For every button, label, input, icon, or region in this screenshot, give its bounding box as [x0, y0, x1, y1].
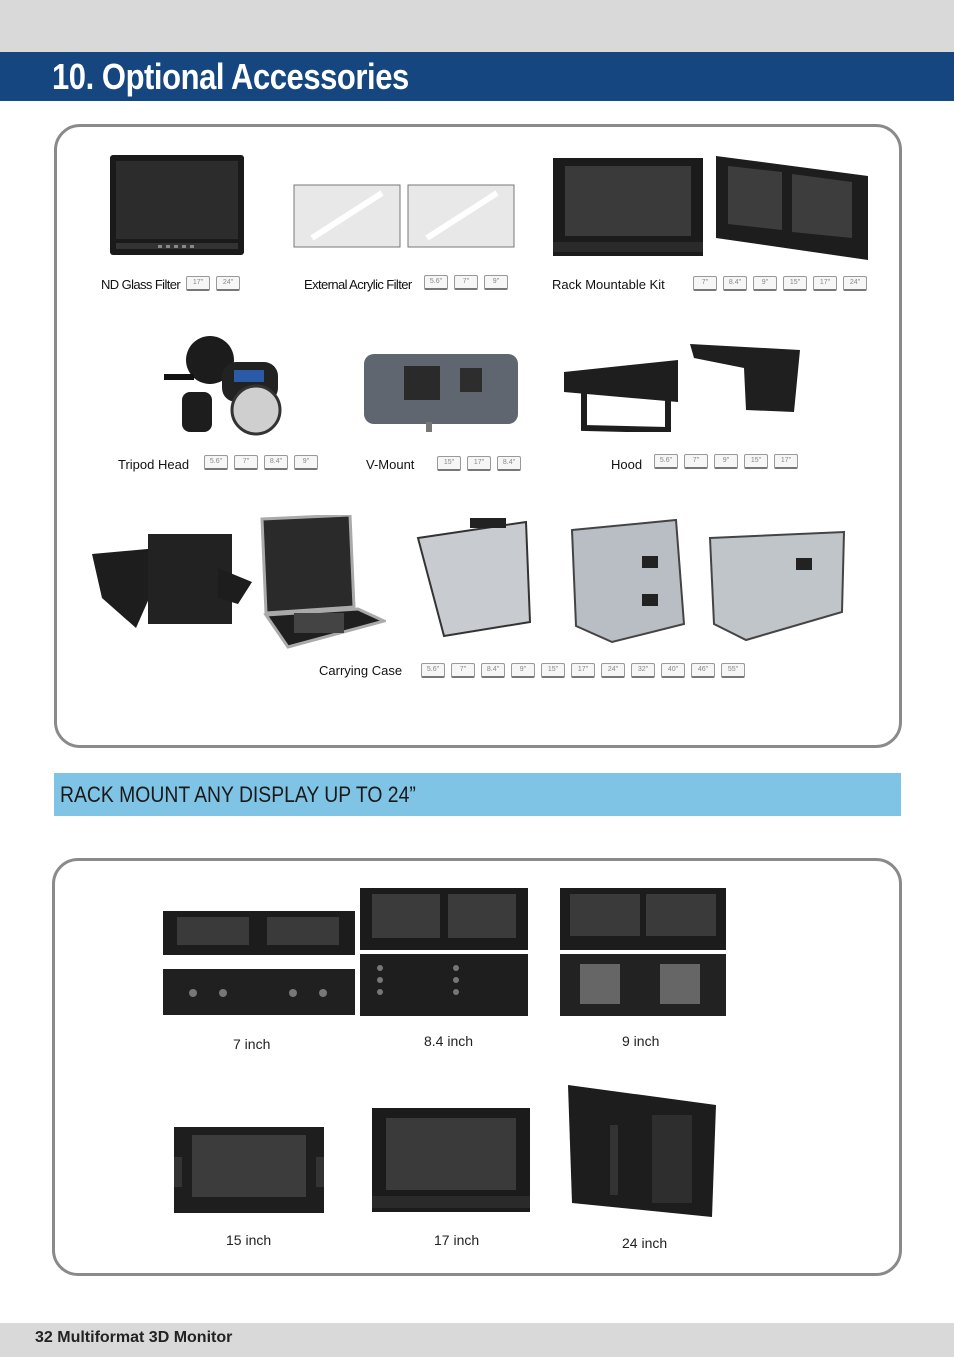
footer-bar — [0, 1323, 954, 1357]
size-chip: 8.4" — [264, 455, 288, 470]
size-chip: 8.4" — [723, 276, 747, 291]
size-chip: 9" — [511, 663, 535, 678]
v-mount-sizes — [437, 456, 521, 471]
size-chip: 15" — [744, 454, 768, 469]
size-chip: 9" — [714, 454, 738, 469]
hood-sizes — [654, 454, 798, 469]
nd-glass-filter-label: ND Glass Filter — [101, 277, 181, 292]
rack-kit-image-single — [553, 158, 703, 256]
rack-15-inch-caption: 15 inch — [226, 1232, 272, 1248]
size-chip: 7" — [454, 275, 478, 290]
hood-image-closed — [690, 338, 802, 414]
footer-page-label: 32 Multiformat 3D Monitor — [35, 1329, 233, 1346]
size-chip: 40" — [661, 663, 685, 678]
tripod-head-label: Tripod Head — [118, 457, 190, 472]
size-chip: 5.6" — [204, 455, 228, 470]
rack-8-4-inch-caption: 8.4 inch — [424, 1033, 474, 1049]
size-chip: 7" — [684, 454, 708, 469]
rack-7-inch-caption: 7 inch — [233, 1036, 271, 1052]
size-chip: 24" — [843, 276, 867, 291]
title-bar — [0, 52, 954, 101]
rack-kit-label: Rack Mountable Kit — [552, 277, 665, 292]
size-chip: 24" — [601, 663, 625, 678]
acrylic-filter-image — [292, 183, 517, 249]
size-chip: 9" — [753, 276, 777, 291]
size-chip: 15" — [783, 276, 807, 291]
rack-24-inch-image — [566, 1085, 718, 1219]
v-mount-image — [362, 352, 520, 432]
size-chip: 9" — [294, 455, 318, 470]
size-chip: 5.6" — [421, 663, 445, 678]
rack-section-title: RACK MOUNT ANY DISPLAY UP TO 24” — [60, 782, 416, 807]
size-chip: 17" — [467, 456, 491, 471]
acrylic-filter-sizes — [424, 275, 508, 290]
size-chip: 8.4" — [481, 663, 505, 678]
size-chip: 17" — [774, 454, 798, 469]
hood-image-open — [560, 352, 682, 432]
size-chip: 55" — [721, 663, 745, 678]
rack-9-inch-image — [560, 888, 726, 1016]
size-chip: 8.4" — [497, 456, 521, 471]
rack-9-inch-caption: 9 inch — [622, 1033, 660, 1049]
tripod-head-image — [160, 330, 295, 442]
size-chip: 5.6" — [424, 275, 448, 290]
rack-24-inch-caption: 24 inch — [622, 1235, 668, 1251]
acrylic-filter-label: External Acrylic Filter — [304, 277, 412, 292]
rack-17-inch-caption: 17 inch — [434, 1232, 480, 1248]
size-chip: 15" — [541, 663, 565, 678]
rack-8-4-inch-image — [360, 888, 528, 1016]
size-chip: 15" — [437, 456, 461, 471]
size-chip: 9" — [484, 275, 508, 290]
size-chip: 17" — [186, 276, 210, 291]
soft-case-image — [88, 528, 253, 632]
page-title: 10. Optional Accessories — [52, 56, 409, 97]
size-chip: 24" — [216, 276, 240, 291]
rack-17-inch-image — [372, 1108, 530, 1212]
size-chip: 32" — [631, 663, 655, 678]
flight-case-tall-image — [566, 516, 688, 644]
size-chip: 46" — [691, 663, 715, 678]
hard-case-closed-image — [414, 518, 534, 638]
flight-case-wide-image — [706, 528, 848, 644]
top-band — [0, 0, 954, 52]
size-chip: 17" — [571, 663, 595, 678]
nd-glass-filter-sizes — [186, 276, 240, 291]
size-chip: 7" — [693, 276, 717, 291]
rack-7-inch-image — [163, 909, 355, 1017]
rack-kit-image-dual — [712, 156, 870, 260]
hood-label: Hood — [611, 457, 643, 472]
tripod-head-sizes — [204, 455, 318, 470]
nd-glass-filter-image — [108, 153, 246, 258]
carrying-case-sizes — [421, 663, 745, 678]
rack-section-banner — [54, 773, 901, 816]
hard-case-open-image — [258, 515, 386, 649]
size-chip: 7" — [234, 455, 258, 470]
rack-15-inch-image — [174, 1127, 324, 1213]
carrying-case-label: Carrying Case — [319, 663, 403, 678]
v-mount-label: V-Mount — [366, 457, 415, 472]
size-chip: 5.6" — [654, 454, 678, 469]
size-chip: 7" — [451, 663, 475, 678]
size-chip: 17" — [813, 276, 837, 291]
rack-kit-sizes — [693, 276, 867, 291]
